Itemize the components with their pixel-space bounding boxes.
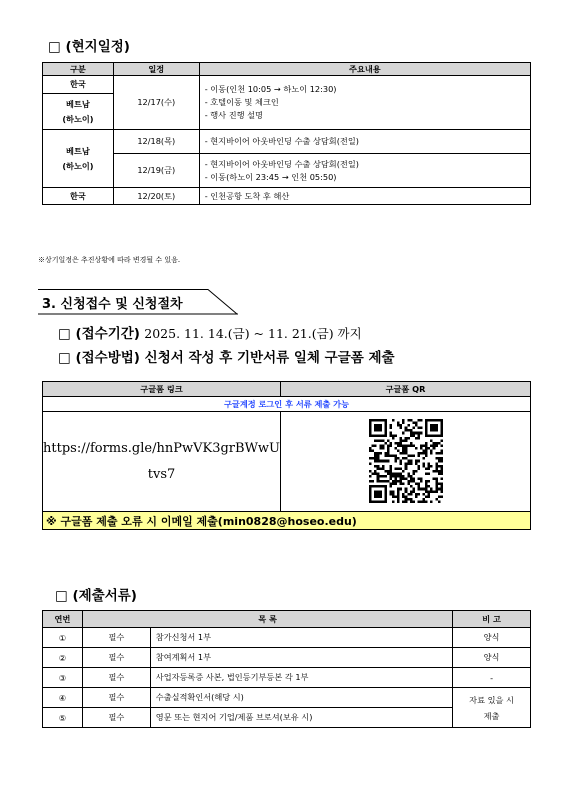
qr-code-cell [281,412,531,512]
schedule-header-division: 구분 [43,63,114,76]
schedule-division-korea: 한국 [43,188,114,205]
doc-item: 참가신청서 1부 [150,628,452,648]
schedule-header-date: 일정 [113,63,199,76]
table-row [43,688,531,708]
schedule-content [199,76,530,130]
doc-item: 사업자등록증 사본, 법인등기부등본 각 1부 [150,668,452,688]
table-row [43,648,531,668]
google-form-link-line[interactable]: https://forms.gle/hnPwVK3grBWwU [43,440,281,456]
schedule-date: 12/20(토) [113,188,199,205]
schedule-content-line: - 인천공항 도착 후 해산 [204,190,290,201]
schedule-date: 12/17(수) [113,76,199,130]
doc-required: 필수 [82,708,150,728]
schedule-content-line: - 이동(하노이 23:45 → 인천 05:50) [204,171,337,182]
doc-remark: - [453,668,531,688]
schedule-date: 12/19(금) [113,154,199,188]
documents-table [42,610,531,728]
google-form-link-line[interactable]: tvs7 [147,466,176,482]
schedule-date: 12/18(목) [113,130,199,154]
doc-item: 영문 또는 현지어 기업/제품 브로셔(보유 시) [150,708,452,728]
doc-no: ⑤ [43,708,83,728]
google-form-header-link: 구글폼 링크 [43,382,281,397]
schedule-header-content: 주요내용 [199,63,530,76]
doc-item: 수출실적확인서(해당 시) [150,688,452,708]
email-fallback-note: ※ 구글폼 제출 오류 시 이메일 제출(min0828@hoseo.edu) [43,512,531,530]
method-row [58,346,395,366]
schedule-content-line: - 호텔이동 및 체크인 [204,97,279,107]
documents-heading: □ (제출서류) [55,588,137,604]
period-value: 2025. 11. 14.(금) ~ 11. 21.(금) 까지 [144,326,362,341]
doc-required: 필수 [82,688,150,708]
schedule-content-line: - 이동(인천 10:05 → 하노이 12:30) [204,84,337,94]
schedule-heading: □ (현지일정) [48,39,130,55]
section-title: 3. 신청접수 및 신청절차 [42,297,183,312]
google-login-notice: 구글계정 로그인 후 서류 제출 가능 [43,397,531,412]
documents-header-no: 연번 [43,611,83,628]
doc-no: ④ [43,688,83,708]
google-form-table [42,381,531,530]
doc-remark: 양식 [453,648,531,668]
table-row [43,668,531,688]
qr-code-icon [369,419,443,503]
period-label: □ (접수기간) [58,326,140,342]
doc-required: 필수 [82,648,150,668]
doc-remark-merged: 자료 있을 시 제출 [453,688,531,728]
doc-required: 필수 [82,668,150,688]
schedule-content [199,130,530,154]
schedule-content-line: - 현지바이어 아웃바인딩 수출 상담회(전일) [204,136,359,146]
method-value: 신청서 작성 후 기반서류 일체 구글폼 제출 [144,350,395,366]
schedule-content-line: - 행사 진행 설명 [204,110,263,120]
doc-remark: 양식 [453,628,531,648]
schedule-division-korea: 한국 [43,76,114,94]
documents-header-list: 목 록 [82,611,452,628]
schedule-content [199,188,530,205]
doc-item: 참여계획서 1부 [150,648,452,668]
google-form-header-qr: 구글폼 QR [281,382,531,397]
doc-no: ② [43,648,83,668]
method-label: □ (접수방법) [58,350,140,366]
schedule-content-line: - 현지바이어 아웃바인딩 수출 상담회(전일) [204,158,359,169]
documents-header-remark: 비 고 [453,611,531,628]
google-form-link[interactable] [43,412,281,512]
section-title-box [38,289,238,313]
doc-required: 필수 [82,628,150,648]
doc-no: ① [43,628,83,648]
schedule-note: ※상기일정은 추진상황에 따라 변경될 수 있음. [38,256,181,264]
schedule-division-vietnam: 베트남 (하노이) [43,130,114,188]
schedule-table [42,62,531,205]
schedule-content [199,154,530,188]
doc-no: ③ [43,668,83,688]
schedule-division-vietnam: 베트남 (하노이) [43,94,114,130]
period-row [58,322,362,342]
table-row [43,628,531,648]
